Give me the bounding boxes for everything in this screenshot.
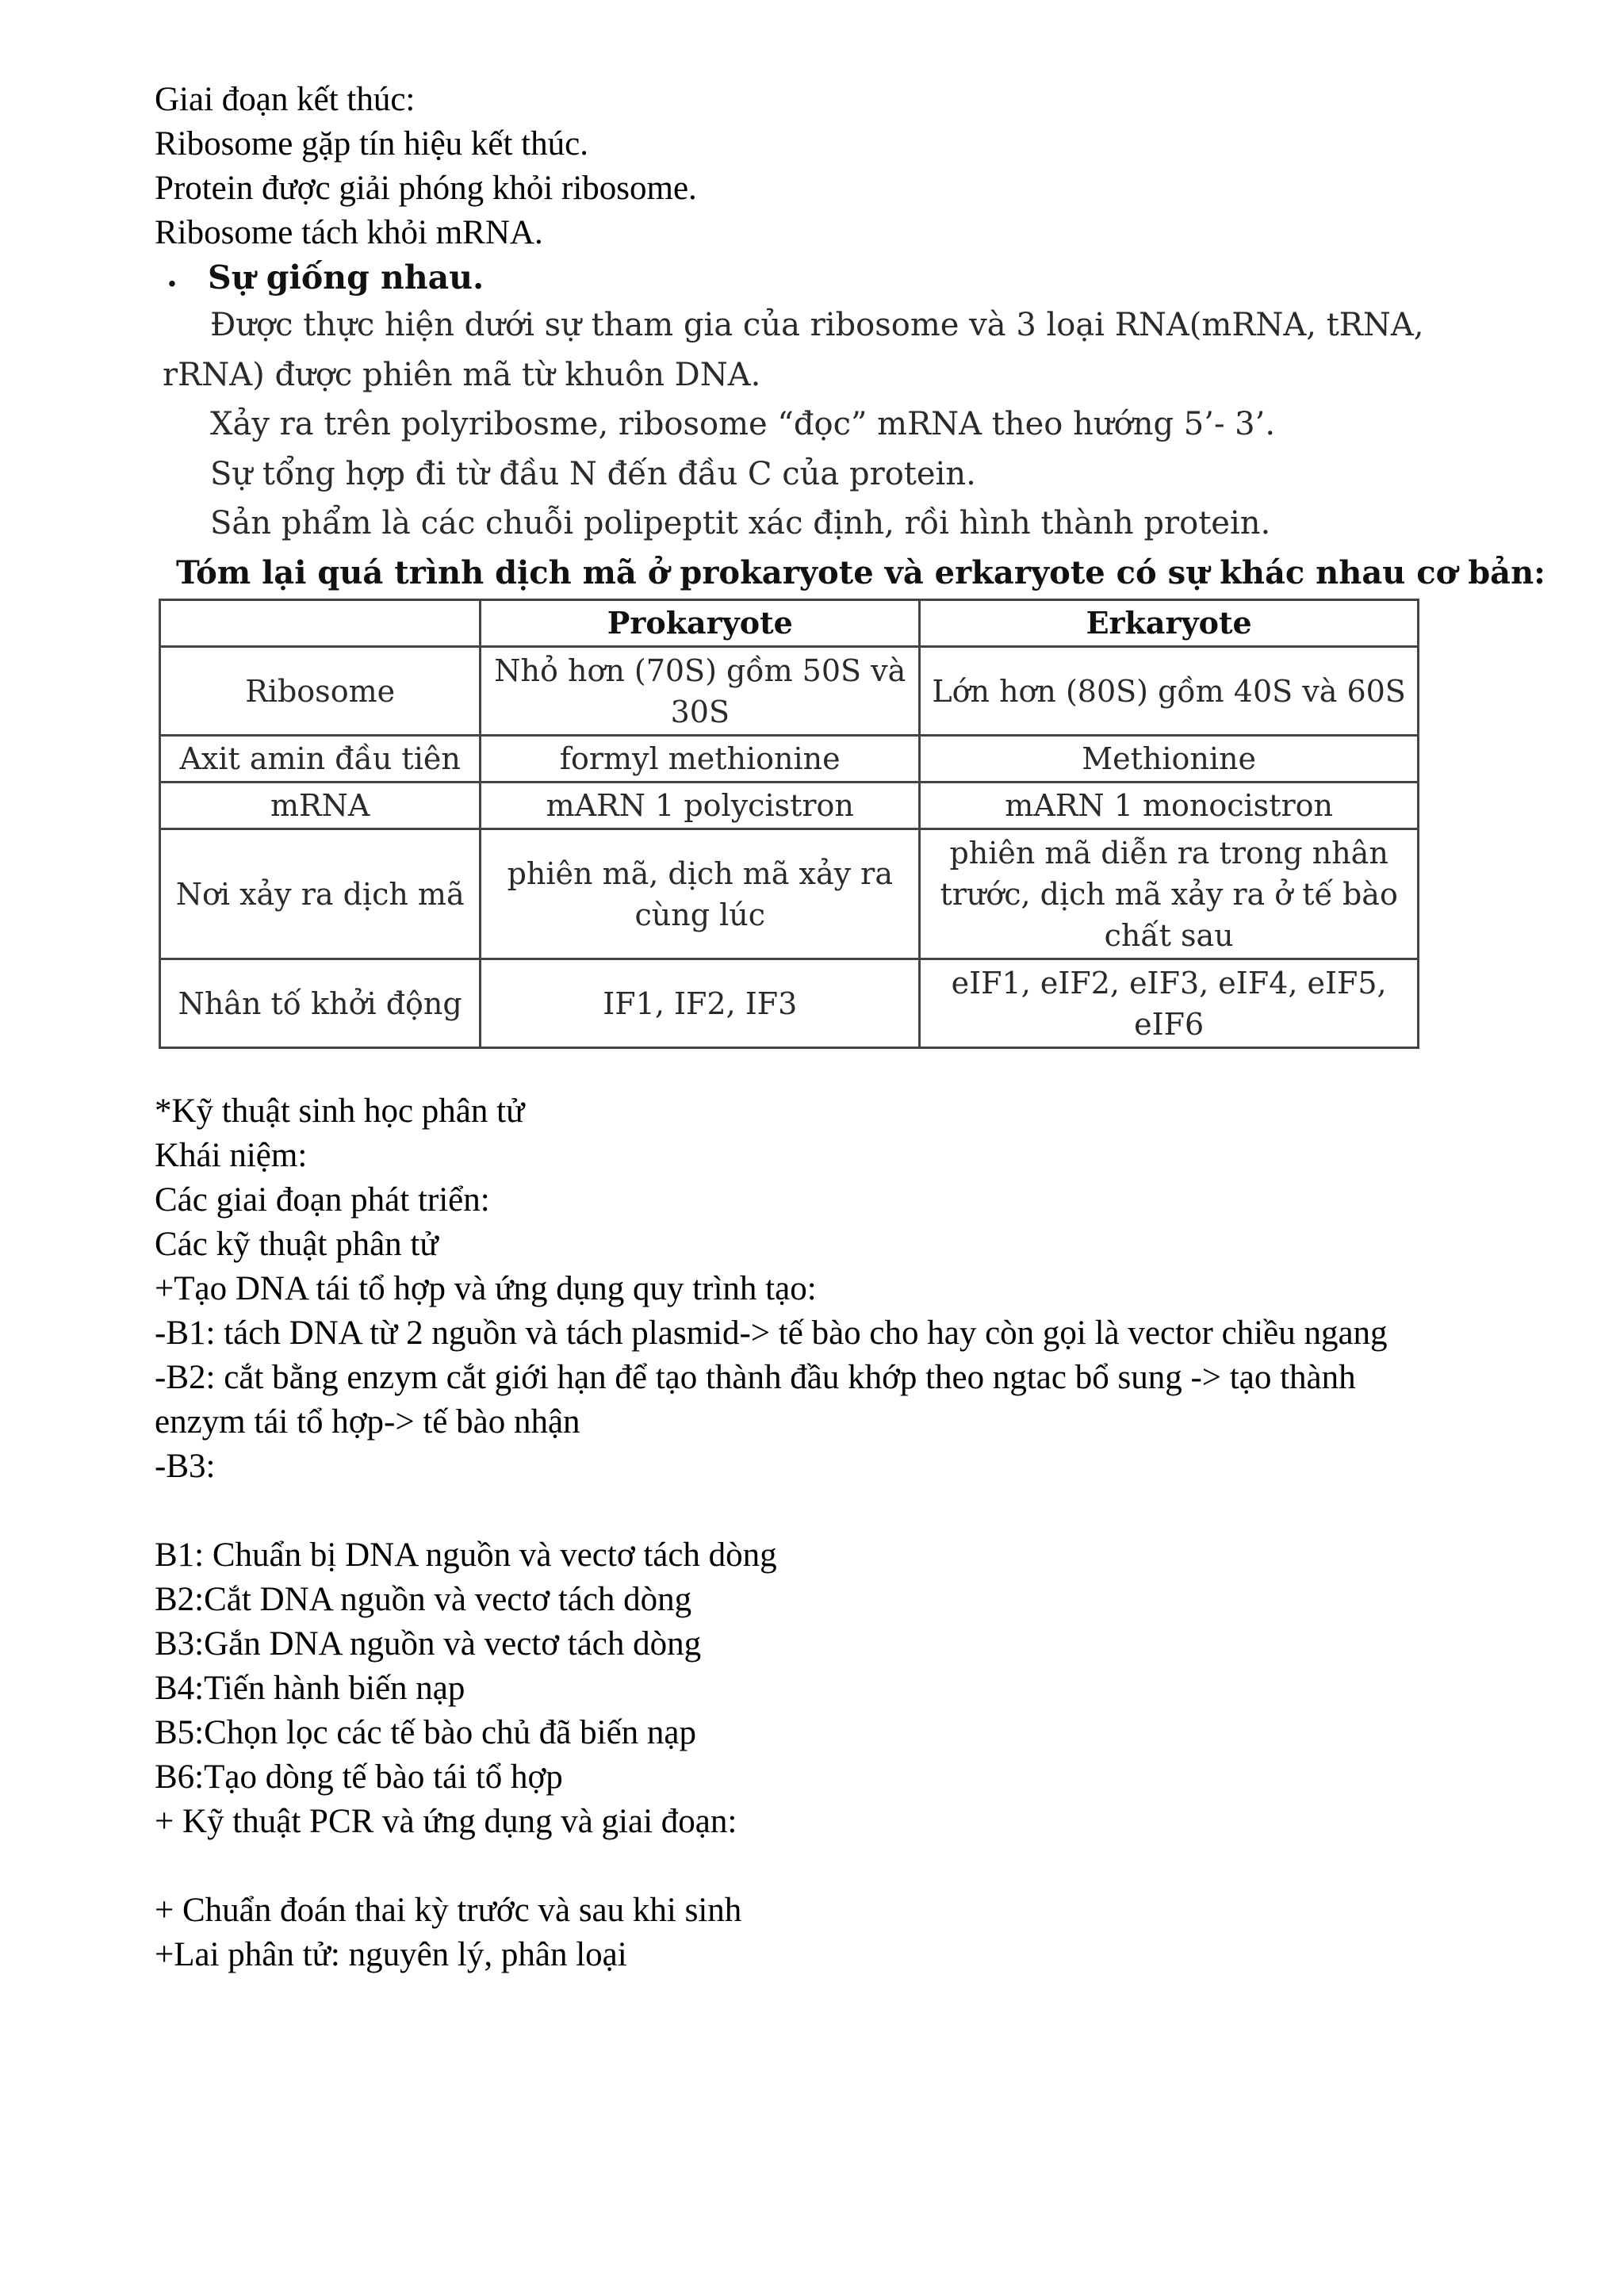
text-line: + Chuẩn đoán thai kỳ trước và sau khi sinh — [155, 1892, 742, 1929]
table-cell: Ribosome — [160, 647, 481, 736]
table-cell: Nhỏ hơn (70S) gồm 50S và 30S — [481, 647, 920, 736]
table-header-cell — [160, 600, 481, 647]
table-row — [160, 959, 1419, 1048]
bullet-dot: . — [167, 257, 178, 294]
table-cell: mARN 1 monocistron — [920, 783, 1419, 829]
text-line: B4:Tiến hành biến nạp — [155, 1670, 465, 1707]
table-header-cell: Prokaryote — [481, 600, 920, 647]
similarity-line: rRNA) được phiên mã từ khuôn DNA. — [163, 357, 761, 393]
text-line: +Tạo DNA tái tổ hợp và ứng dụng quy trình tạo: — [155, 1270, 817, 1307]
table-cell: eIF1, eIF2, eIF3, eIF4, eIF5, eIF6 — [920, 959, 1419, 1048]
text-line: B3:Gắn DNA nguồn và vectơ tách dòng — [155, 1625, 702, 1663]
table-cell: Axit amin đầu tiên — [160, 736, 481, 783]
text-line: enzym tái tổ hợp-> tế bào nhận — [155, 1403, 580, 1441]
table-cell: phiên mã diễn ra trong nhân trước, dịch mã xảy ra ở tế bào chất sau — [920, 829, 1419, 959]
similarity-line: Sự tổng hợp đi từ đầu N đến đầu C của protein. — [210, 456, 976, 492]
table-cell: phiên mã, dịch mã xảy ra cùng lúc — [481, 829, 920, 959]
table-cell: mARN 1 polycistron — [481, 783, 920, 829]
table-row — [160, 783, 1419, 829]
table-row — [160, 736, 1419, 783]
text-line: Khái niệm: — [155, 1137, 308, 1174]
text-line: Giai đoạn kết thúc: — [155, 81, 416, 118]
table-cell: Methionine — [920, 736, 1419, 783]
table-cell: Nơi xảy ra dịch mã — [160, 829, 481, 959]
text-line: -B3: — [155, 1448, 216, 1485]
text-line: B1: Chuẩn bị DNA nguồn và vectơ tách dòng — [155, 1536, 777, 1574]
text-line: B2:Cắt DNA nguồn và vectơ tách dòng — [155, 1581, 692, 1618]
text-line: B6:Tạo dòng tế bào tái tổ hợp — [155, 1758, 563, 1796]
table-header-cell: Erkaryote — [920, 600, 1419, 647]
table-cell: mRNA — [160, 783, 481, 829]
table-row — [160, 829, 1419, 959]
comparison-table — [159, 599, 1419, 1049]
text-line: Các kỹ thuật phân tử — [155, 1226, 439, 1263]
text-line: -B1: tách DNA từ 2 nguồn và tách plasmid-> tế bào cho hay còn gọi là vector chiều ngang — [155, 1314, 1388, 1352]
text-line: -B2: cắt bằng enzym cắt giới hạn để tạo thành đầu khớp theo ngtac bổ sung -> tạo thành — [155, 1359, 1356, 1396]
text-line: *Kỹ thuật sinh học phân tử — [155, 1093, 525, 1130]
table-header-row — [160, 600, 1419, 647]
text-line: + Kỹ thuật PCR và ứng dụng và giai đoạn: — [155, 1803, 737, 1840]
similarity-line: Sản phẩm là các chuỗi polipeptit xác định, rồi hình thành protein. — [210, 505, 1271, 541]
table-cell: Nhân tố khởi động — [160, 959, 481, 1048]
similarity-line: Được thực hiện dưới sự tham gia của ribosome và 3 loại RNA(mRNA, tRNA, — [210, 307, 1424, 343]
similarity-line: Xảy ra trên polyribosme, ribosome “đọc” mRNA theo hướng 5’- 3’. — [210, 406, 1276, 442]
text-line: Protein được giải phóng khỏi ribosome. — [155, 170, 697, 207]
table-row — [160, 647, 1419, 736]
text-line: Ribosome gặp tín hiệu kết thúc. — [155, 125, 588, 163]
text-line: Ribosome tách khỏi mRNA. — [155, 214, 543, 251]
similarity-heading: Sự giống nhau. — [208, 258, 485, 297]
text-line: B5:Chọn lọc các tế bào chủ đã biến nạp — [155, 1714, 697, 1751]
text-line: +Lai phân tử: nguyên lý, phân loại — [155, 1936, 627, 1973]
summary-heading: Tóm lại quá trình dịch mã ở prokaryote và erkaryote có sự khác nhau cơ bản: — [176, 554, 1545, 591]
text-line: Các giai đoạn phát triển: — [155, 1181, 490, 1219]
table-cell: IF1, IF2, IF3 — [481, 959, 920, 1048]
table-cell: formyl methionine — [481, 736, 920, 783]
table-cell: Lớn hơn (80S) gồm 40S và 60S — [920, 647, 1419, 736]
